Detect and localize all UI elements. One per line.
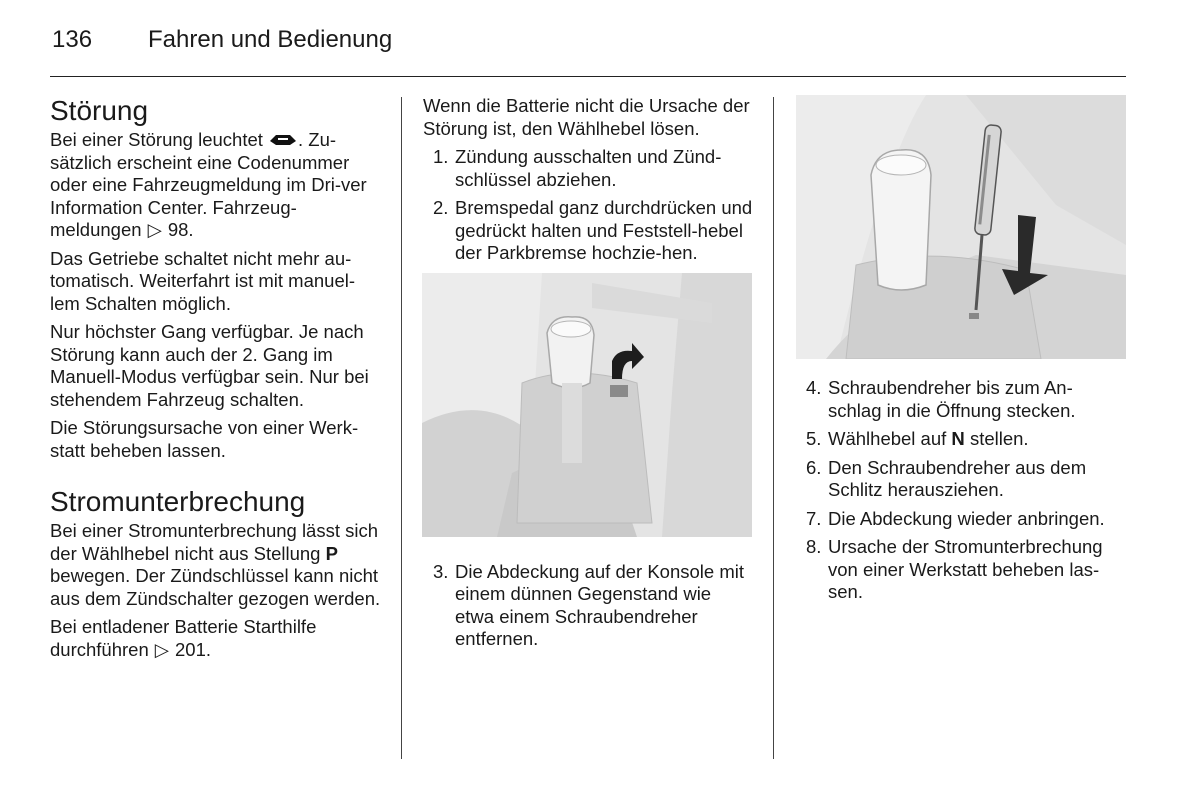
paragraph: Die Störungsursache von einer Werk-statt beheben lassen. bbox=[50, 417, 359, 461]
list-item: 3. Die Abdeckung auf der Konsole mit einem dünnen Gegenstand wie etwa einem Schraubendreher entfernen. bbox=[433, 560, 744, 649]
section-heading-stoerung: Störung bbox=[50, 95, 149, 126]
illustration-screwdriver-insertion bbox=[796, 95, 1126, 359]
list-item: 8. Ursache der Stromunterbrechung von einer Werkstatt beheben las-sen. bbox=[806, 536, 1103, 602]
paragraph: Wenn die Batterie nicht die Ursache der Störung ist, den Wählhebel lösen. bbox=[423, 95, 750, 139]
column-2 bbox=[423, 95, 755, 657]
step-list bbox=[423, 146, 755, 265]
paragraph: Nur höchster Gang verfügbar. Je nach Störung kann auch der 2. Gang im Manuell-Modus verfügbar sein. Nur bei stehendem Fahrzeug schalten. bbox=[50, 321, 369, 410]
step-list bbox=[796, 377, 1126, 604]
column-1 bbox=[50, 95, 382, 667]
page-header bbox=[50, 22, 1126, 77]
paragraph: Das Getriebe schaltet nicht mehr au-tomatisch. Weiterfahrt ist mit manuel-lem Schalten möglich. bbox=[50, 247, 355, 314]
paragraph: Bei einer Störung leuchtet . Zu-sätzlich erscheint eine Codenummer oder eine Fahrzeugmeldung im Dri-ver Information Center. Fahrzeug-meldungen ▷ 98. bbox=[50, 129, 367, 240]
list-item: 6. Den Schraubendreher aus dem Schlitz herausziehen. bbox=[806, 456, 1087, 500]
illustration-gear-lever-cover bbox=[422, 273, 752, 537]
chapter-title: Fahren und Bedienung bbox=[148, 26, 393, 53]
step-list bbox=[423, 561, 755, 651]
list-item: 7. Die Abdeckung wieder anbringen. bbox=[806, 507, 1105, 529]
section-heading-stromunterbrechung: Stromunterbrechung bbox=[50, 486, 306, 517]
list-item: 4. Schraubendreher bis zum An-schlag in die Öffnung stecken. bbox=[806, 377, 1076, 421]
reference-arrow-icon: ▷ bbox=[147, 219, 162, 240]
column-3 bbox=[796, 95, 1126, 610]
list-item: 2. Bremspedal ganz durchdrücken und gedrückt halten und Feststell-hebel der Parkbremse hochzie-hen. bbox=[433, 197, 753, 263]
transmission-warning-icon bbox=[268, 132, 298, 148]
column-divider bbox=[401, 97, 402, 759]
column-divider bbox=[773, 97, 774, 759]
page-number: 136 bbox=[52, 26, 93, 53]
list-item: 1. Zündung ausschalten und Zünd-schlüssel abziehen. bbox=[433, 146, 722, 190]
list-item: 5. Wählhebel auf N stellen. bbox=[806, 428, 1029, 449]
paragraph: Bei einer Stromunterbrechung lässt sich der Wählhebel nicht aus Stellung P bewegen. Der Zündschlüssel kann nicht aus dem Zündschalter gezogen werden. bbox=[50, 520, 381, 609]
reference-arrow-icon: ▷ bbox=[154, 638, 169, 660]
paragraph: Bei entladener Batterie Starthilfe durchführen ▷ 201. bbox=[50, 616, 317, 660]
